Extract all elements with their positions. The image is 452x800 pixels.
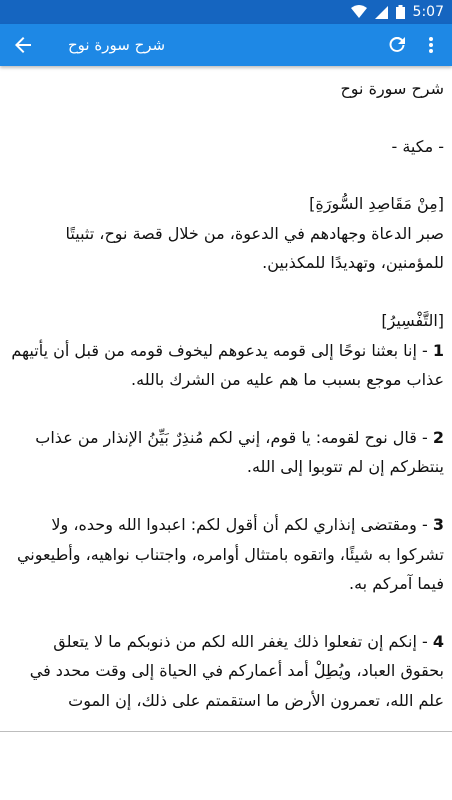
verse-number: 2 xyxy=(432,427,444,447)
battery-icon xyxy=(396,5,405,19)
objectives-text: صبر الدعاة وجهادهم في الدعوة، من خلال قصة نوح، تثبيتًا للمؤمنين، وتهديدًا للمكذبين. xyxy=(65,223,444,273)
tafsir-header: [التَّفْسِيرُ] xyxy=(381,310,444,330)
surah-type: - مكية - xyxy=(391,136,444,156)
verse-text: إنكم إن تفعلوا ذلك يغفر الله لكم من ذنوبكم ما لا يتعلق بحقوق العباد، ويُطِلْ أمد أعمارکم في الحياة إلى وقت محدد في علم الله، تعمرون الأرض ما استقمتم على ذلك، إن الموت xyxy=(29,631,444,710)
verse-item: 3 - ومقتضى إنذاري لكم أن أقول لكم: اعبدوا الله وحده، ولا تشركوا به شيئًا، واتقوه بامتثال أوامره، واجتناب نواهيه، وأطيعوني فيما آمركم به. xyxy=(16,514,444,594)
verse-text: قال نوح لقومه: يا قوم، إني لكم مُنذِرٌ بَيِّنُ الإنذار من عذاب ينتظركم إن لم تتوبوا إلى الله. xyxy=(35,427,444,477)
verse-number: 3 xyxy=(432,514,444,534)
surah-heading: شرح سورة نوح xyxy=(340,79,444,98)
verse-text: إنا بعثنا نوحًا إلى قومه يدعوهم ليخوف قومه من قبل أن يأتيهم عذاب موجع بسبب ما هم عليه من الشرك بالله. xyxy=(11,340,444,390)
app-bar xyxy=(0,24,452,66)
objectives-header: [مِنْ مَقَاصِدِ السُّورَةِ] xyxy=(309,194,444,214)
verse-item: 2 - قال نوح لقومه: يا قوم، إني لكم مُنذِرٌ بَيِّنُ الإنذار من عذاب ينتظركم إن لم تتوبوا إلى الله. xyxy=(35,427,444,477)
more-vert-icon[interactable] xyxy=(414,24,448,66)
signal-icon xyxy=(375,6,388,19)
page-title: شرح سورة نوح xyxy=(68,36,166,54)
verse-item: 4 - إنكم إن تفعلوا ذلك يغفر الله لكم من ذنوبكم ما لا يتعلق بحقوق العباد، ويُطِلْ أمد أعمارکم في الحياة إلى وقت محدد في علم الله، تعمرون الأرض ما استقمتم على ذلك، إن الموت xyxy=(29,631,444,710)
wifi-icon xyxy=(351,5,367,19)
status-time: 5:07 xyxy=(412,4,444,20)
verse-number: 4 xyxy=(432,631,444,651)
refresh-icon[interactable] xyxy=(380,24,414,66)
verse-item: 1 - إنا بعثنا نوحًا إلى قومه يدعوهم ليخوف قومه من قبل أن يأتيهم عذاب موجع بسبب ما هم عليه من الشرك بالله. xyxy=(11,340,444,390)
status-bar xyxy=(0,0,452,24)
verse-number: 1 xyxy=(432,340,444,360)
bottom-divider xyxy=(0,731,452,732)
verse-text: ومقتضى إنذاري لكم أن أقول لكم: اعبدوا الله وحده، ولا تشركوا به شيئًا، واتقوه بامتثال أوامره، واجتناب نواهيه، وأطيعوني فيما آمركم به. xyxy=(16,514,444,594)
tafsir-content xyxy=(0,66,452,730)
back-arrow-icon[interactable] xyxy=(6,24,40,66)
